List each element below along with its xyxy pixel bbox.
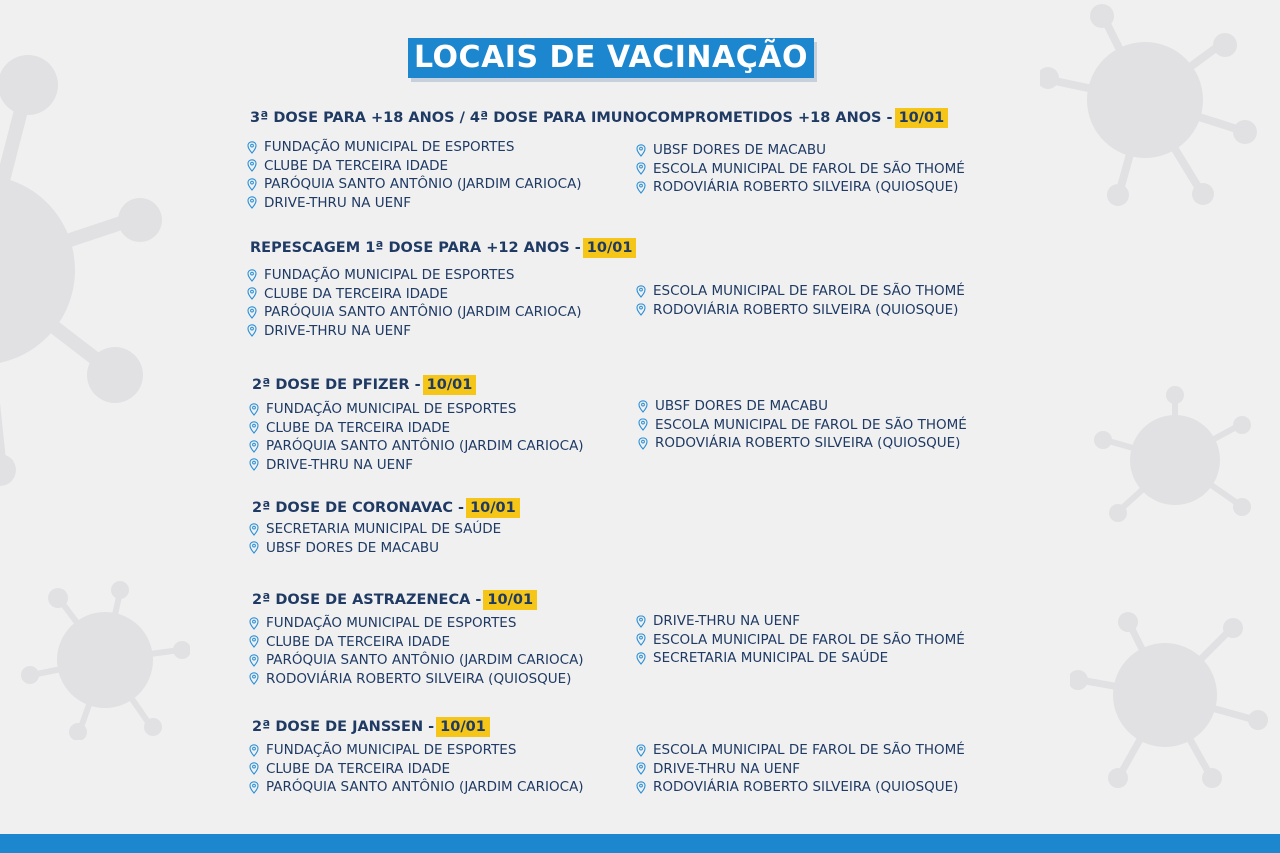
location-item xyxy=(247,266,582,285)
location-pin-icon xyxy=(636,633,646,646)
virus-decoration-bottom-right xyxy=(1070,610,1270,790)
location-name: CLUBE DA TERCEIRA IDADE xyxy=(264,157,449,174)
location-name: RODOVIÁRIA ROBERTO SILVEIRA (QUIOSQUE) xyxy=(266,670,572,687)
location-list-right xyxy=(638,397,967,453)
location-list-left xyxy=(249,741,584,797)
virus-decoration-bottom-left xyxy=(20,580,190,740)
location-name: SECRETARIA MUNICIPAL DE SAÚDE xyxy=(653,650,889,667)
location-name: ESCOLA MUNICIPAL DE FAROL DE SÃO THOMÉ xyxy=(653,160,965,177)
location-item xyxy=(249,456,584,475)
location-name: UBSF DORES DE MACABU xyxy=(266,539,439,556)
location-item xyxy=(636,301,965,320)
date-badge: 10/01 xyxy=(466,498,520,518)
location-name: ESCOLA MUNICIPAL DE FAROL DE SÃO THOMÉ xyxy=(653,631,965,648)
location-item xyxy=(636,160,965,179)
location-pin-icon xyxy=(249,672,259,685)
location-pin-icon xyxy=(249,421,259,434)
location-pin-icon xyxy=(636,303,646,316)
location-pin-icon xyxy=(249,762,259,775)
location-item xyxy=(249,651,584,670)
location-pin-icon xyxy=(247,306,257,319)
location-name: DRIVE-THRU NA UENF xyxy=(266,456,414,473)
location-list-right xyxy=(636,141,965,197)
location-pin-icon xyxy=(249,617,259,630)
location-name: UBSF DORES DE MACABU xyxy=(655,398,828,415)
location-name: PARÓQUIA SANTO ANTÔNIO (JARDIM CARIOCA) xyxy=(266,438,584,455)
location-name: CLUBE DA TERCEIRA IDADE xyxy=(266,760,451,777)
location-name: PARÓQUIA SANTO ANTÔNIO (JARDIM CARIOCA) xyxy=(264,304,582,321)
location-item xyxy=(249,437,584,456)
location-name: FUNDAÇÃO MUNICIPAL DE ESPORTES xyxy=(266,401,517,418)
location-item xyxy=(636,760,965,779)
location-pin-icon xyxy=(638,418,648,431)
location-pin-icon xyxy=(249,523,259,536)
section-heading-text: 2ª DOSE DE PFIZER - xyxy=(252,377,421,393)
bottom-bar xyxy=(0,834,1280,853)
location-list-right xyxy=(636,741,965,797)
location-name: CLUBE DA TERCEIRA IDADE xyxy=(266,633,451,650)
section-heading xyxy=(250,108,948,128)
location-pin-icon xyxy=(636,144,646,157)
location-item xyxy=(636,631,965,650)
location-pin-icon xyxy=(249,635,259,648)
location-name: RODOVIÁRIA ROBERTO SILVEIRA (QUIOSQUE) xyxy=(653,779,959,796)
location-item xyxy=(249,419,584,438)
location-name: FUNDAÇÃO MUNICIPAL DE ESPORTES xyxy=(266,742,517,759)
location-list-right xyxy=(636,282,965,319)
section-heading xyxy=(250,238,636,258)
location-item xyxy=(249,400,584,419)
location-name: CLUBE DA TERCEIRA IDADE xyxy=(264,285,449,302)
location-pin-icon xyxy=(249,458,259,471)
location-item xyxy=(249,520,501,539)
location-item xyxy=(636,282,965,301)
section-heading xyxy=(252,498,520,518)
location-item xyxy=(636,141,965,160)
section-heading-text: 2ª DOSE DE ASTRAZENECA - xyxy=(252,592,482,608)
location-name: RODOVIÁRIA ROBERTO SILVEIRA (QUIOSQUE) xyxy=(653,301,959,318)
date-badge: 10/01 xyxy=(483,590,537,610)
location-name: ESCOLA MUNICIPAL DE FAROL DE SÃO THOMÉ xyxy=(653,283,965,300)
location-item xyxy=(249,741,584,760)
location-pin-icon xyxy=(249,654,259,667)
section-heading-text: 3ª DOSE PARA +18 ANOS / 4ª DOSE PARA IMUNOCOMPROMETIDOS +18 ANOS - xyxy=(250,110,893,126)
location-pin-icon xyxy=(636,652,646,665)
location-item xyxy=(247,157,582,176)
location-item xyxy=(636,649,965,668)
location-pin-icon xyxy=(249,440,259,453)
location-name: PARÓQUIA SANTO ANTÔNIO (JARDIM CARIOCA) xyxy=(266,779,584,796)
location-name: DRIVE-THRU NA UENF xyxy=(264,322,412,339)
location-list-left xyxy=(249,400,584,474)
location-item xyxy=(249,778,584,797)
location-name: CLUBE DA TERCEIRA IDADE xyxy=(266,419,451,436)
location-item xyxy=(636,178,965,197)
section-heading xyxy=(252,375,476,395)
date-badge: 10/01 xyxy=(423,375,477,395)
location-pin-icon xyxy=(636,744,646,757)
location-pin-icon xyxy=(636,162,646,175)
location-item xyxy=(247,175,582,194)
location-name: RODOVIÁRIA ROBERTO SILVEIRA (QUIOSQUE) xyxy=(655,435,961,452)
location-pin-icon xyxy=(636,762,646,775)
section-heading xyxy=(252,717,490,737)
location-list-right xyxy=(636,612,965,668)
location-pin-icon xyxy=(249,541,259,554)
location-list-left xyxy=(247,138,582,212)
location-name: RODOVIÁRIA ROBERTO SILVEIRA (QUIOSQUE) xyxy=(653,179,959,196)
virus-decoration-mid-right xyxy=(1090,385,1260,535)
location-name: DRIVE-THRU NA UENF xyxy=(264,194,412,211)
location-list-left xyxy=(247,266,582,340)
location-name: SECRETARIA MUNICIPAL DE SAÚDE xyxy=(266,521,502,538)
location-name: DRIVE-THRU NA UENF xyxy=(653,760,801,777)
location-item xyxy=(249,614,584,633)
section-heading-text: REPESCAGEM 1ª DOSE PARA +12 ANOS - xyxy=(250,240,581,256)
location-name: FUNDAÇÃO MUNICIPAL DE ESPORTES xyxy=(264,139,515,156)
location-pin-icon xyxy=(636,285,646,298)
location-pin-icon xyxy=(636,781,646,794)
location-item xyxy=(247,138,582,157)
location-name: DRIVE-THRU NA UENF xyxy=(653,613,801,630)
section-heading-text: 2ª DOSE DE CORONAVAC - xyxy=(252,500,465,516)
location-pin-icon xyxy=(638,437,648,450)
location-name: ESCOLA MUNICIPAL DE FAROL DE SÃO THOMÉ xyxy=(653,742,965,759)
location-item xyxy=(638,434,967,453)
location-item xyxy=(249,670,584,689)
location-name: FUNDAÇÃO MUNICIPAL DE ESPORTES xyxy=(266,615,517,632)
location-pin-icon xyxy=(247,196,257,209)
section-heading xyxy=(252,590,537,610)
location-pin-icon xyxy=(249,744,259,757)
location-item xyxy=(636,741,965,760)
location-item xyxy=(638,416,967,435)
location-name: PARÓQUIA SANTO ANTÔNIO (JARDIM CARIOCA) xyxy=(266,652,584,669)
location-pin-icon xyxy=(247,178,257,191)
location-list-left xyxy=(249,614,584,688)
location-item xyxy=(249,760,584,779)
date-badge: 10/01 xyxy=(895,108,949,128)
location-pin-icon xyxy=(247,269,257,282)
location-name: UBSF DORES DE MACABU xyxy=(653,142,826,159)
location-pin-icon xyxy=(636,181,646,194)
location-item xyxy=(636,778,965,797)
location-name: FUNDAÇÃO MUNICIPAL DE ESPORTES xyxy=(264,267,515,284)
section-heading-text: 2ª DOSE DE JANSSEN - xyxy=(252,719,435,735)
date-badge: 10/01 xyxy=(583,238,637,258)
virus-decoration-left-large xyxy=(0,40,180,500)
location-item xyxy=(636,612,965,631)
location-pin-icon xyxy=(247,141,257,154)
page-title: LOCAIS DE VACINAÇÃO xyxy=(408,38,814,78)
location-pin-icon xyxy=(247,324,257,337)
location-list-left xyxy=(249,520,501,557)
location-item xyxy=(247,322,582,341)
location-pin-icon xyxy=(249,781,259,794)
location-item xyxy=(249,633,584,652)
location-name: ESCOLA MUNICIPAL DE FAROL DE SÃO THOMÉ xyxy=(655,416,967,433)
location-pin-icon xyxy=(247,287,257,300)
location-item xyxy=(247,303,582,322)
location-pin-icon xyxy=(249,403,259,416)
virus-decoration-top-right xyxy=(1040,0,1280,220)
date-badge: 10/01 xyxy=(436,717,490,737)
location-pin-icon xyxy=(247,159,257,172)
location-pin-icon xyxy=(636,615,646,628)
location-item xyxy=(247,194,582,213)
location-name: PARÓQUIA SANTO ANTÔNIO (JARDIM CARIOCA) xyxy=(264,176,582,193)
location-item xyxy=(247,285,582,304)
location-pin-icon xyxy=(638,400,648,413)
location-item xyxy=(638,397,967,416)
location-item xyxy=(249,539,501,558)
